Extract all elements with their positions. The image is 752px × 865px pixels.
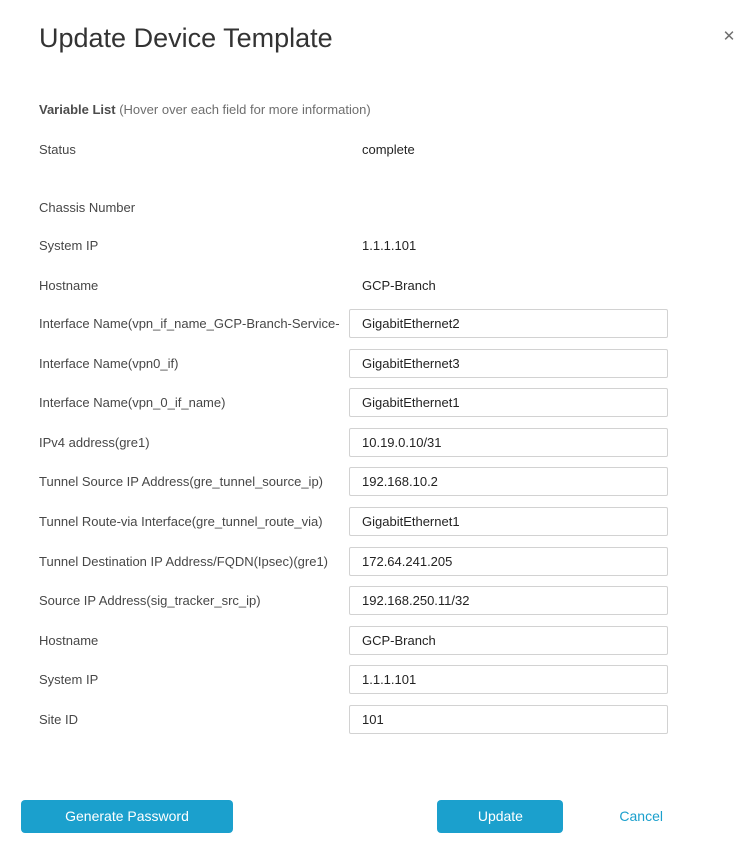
source-ip-address-label: Source IP Address(sig_tracker_src_ip)	[39, 593, 261, 609]
system-ip-input-label: System IP	[39, 672, 99, 688]
source-ip-address-input[interactable]	[349, 586, 668, 615]
status-label: Status	[39, 142, 76, 157]
status-row	[39, 140, 668, 160]
site-id-label: Site ID	[39, 711, 79, 727]
site-id-row	[39, 705, 668, 734]
tunnel-route-via-interface-row	[39, 507, 668, 536]
status-value: complete	[362, 142, 415, 157]
chassis-number-row	[39, 198, 668, 218]
source-ip-address-row	[39, 586, 668, 615]
interface-name-service-input[interactable]	[349, 309, 668, 338]
tunnel-route-via-interface-label: Tunnel Route-via Interface(gre_tunnel_route_via)	[39, 513, 323, 529]
dialog-title: Update Device Template	[39, 23, 333, 53]
tunnel-destination-ip-input[interactable]	[349, 547, 668, 576]
tunnel-source-ip-row	[39, 467, 668, 496]
cancel-button[interactable]: Cancel	[619, 808, 663, 825]
interface-name-vpn0-if-input[interactable]	[349, 349, 668, 378]
interface-name-service-row	[39, 309, 668, 338]
ipv4-address-gre1-row	[39, 428, 668, 457]
update-button[interactable]: Update	[437, 800, 563, 833]
dialog-footer	[0, 800, 752, 833]
variable-list-hint: (Hover over each field for more information)	[119, 102, 371, 117]
site-id-input[interactable]	[349, 705, 668, 734]
variable-rows	[39, 140, 668, 734]
system-ip-label: System IP	[39, 238, 99, 253]
variable-list-heading: Variable List	[39, 102, 116, 117]
tunnel-destination-ip-label: Tunnel Destination IP Address/FQDN(Ipsec)(gre1)	[39, 553, 329, 569]
interface-name-vpn-0-if-name-row	[39, 388, 668, 417]
interface-name-service-label: Interface Name(vpn_if_name_GCP-Branch-Service-	[39, 316, 340, 331]
ipv4-address-gre1-label: IPv4 address(gre1)	[39, 434, 150, 450]
variable-list-header	[39, 101, 668, 119]
chassis-number-label: Chassis Number	[39, 200, 136, 215]
system-ip-input-row	[39, 665, 668, 694]
ipv4-address-gre1-input[interactable]	[349, 428, 668, 457]
close-icon[interactable]: ✕	[719, 26, 739, 46]
hostname-input-row	[39, 626, 668, 655]
hostname-row	[39, 276, 668, 296]
system-ip-value: 1.1.1.101	[362, 238, 417, 253]
tunnel-source-ip-input[interactable]	[349, 467, 668, 496]
hostname-input-label: Hostname	[39, 632, 99, 648]
interface-name-vpn-0-if-name-input[interactable]	[349, 388, 668, 417]
hostname-input[interactable]	[349, 626, 668, 655]
system-ip-input[interactable]	[349, 665, 668, 694]
hostname-label: Hostname	[39, 278, 99, 293]
tunnel-destination-ip-row	[39, 547, 668, 576]
interface-name-vpn0-if-label: Interface Name(vpn0_if)	[39, 355, 179, 371]
update-device-template-dialog	[0, 22, 752, 865]
generate-password-button[interactable]: Generate Password	[21, 800, 233, 833]
interface-name-vpn-0-if-name-label: Interface Name(vpn_0_if_name)	[39, 395, 226, 411]
system-ip-row	[39, 236, 668, 256]
tunnel-source-ip-label: Tunnel Source IP Address(gre_tunnel_source_ip)	[39, 474, 324, 490]
tunnel-route-via-interface-input[interactable]	[349, 507, 668, 536]
interface-name-vpn0-if-row	[39, 349, 668, 378]
hostname-value: GCP-Branch	[362, 278, 436, 293]
dialog-body	[0, 101, 752, 734]
